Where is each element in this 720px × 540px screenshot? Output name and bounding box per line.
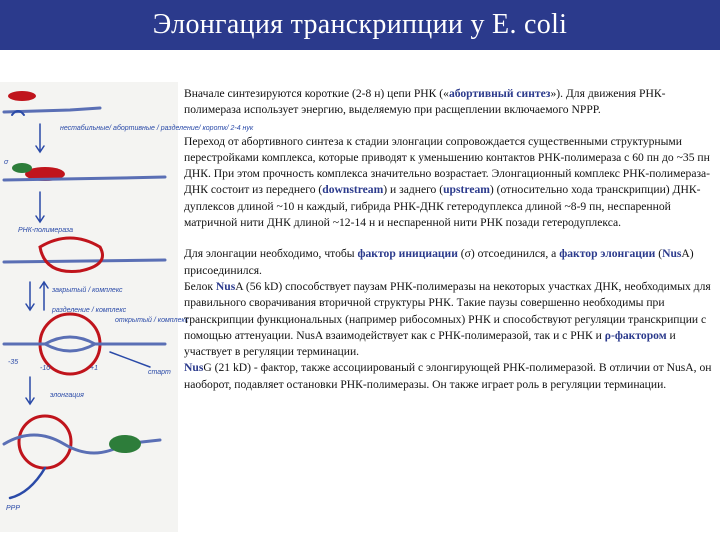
label-m35: -35 xyxy=(8,359,19,366)
label-p1: +1 xyxy=(90,365,98,372)
label-open: разделение / комплекс xyxy=(52,307,127,314)
label-start: старт xyxy=(148,369,171,376)
label-closed: закрытый / комплекс xyxy=(52,287,123,294)
body-text xyxy=(184,86,712,408)
paragraph-abortive: Вначале синтезируются короткие (2-8 н) цепи РНК («абортивный синтез»). Для движения РНК-полимераза использует энергию, выделяемую при расщеплении включаемого NPPP. xyxy=(184,87,666,117)
rnap-outline-3 xyxy=(40,238,103,272)
term-elongation-factor: фактор элонгации xyxy=(559,247,656,261)
arrow-start xyxy=(110,352,150,367)
hand-drawn-diagram xyxy=(0,82,254,532)
term-abortive-synthesis: абортивный синтез xyxy=(448,87,551,100)
arrow-3 xyxy=(26,282,48,310)
nusa-blob xyxy=(109,435,141,453)
slide-header xyxy=(0,0,720,50)
paragraph-transition: Переход от абортивного синтеза к стадии элонгации сопровождается существенными структурными перестройками комплекса, которые приводят к уменьшению контактов РНК-полимераза с 60 пн до ~35 пн ДНК. При этом прочность комплекса значительно возрастает. Элонгационный комплекс РНК-полимераза-ДНК состоит из переднего (downstream) и заднего (upstream) (относительно хода транскрипции) ДНК-дуплексов длиной ~10 н каждый, гибрида РНК-ДНК гетеродуплекса длиной ~8-9 пн, неспаренной матричной нити ДНК длиной ~12-14 н и неспаренной нити РНК позади гетеродуплекса. xyxy=(184,134,711,230)
dna-bubble xyxy=(4,337,165,351)
label-ppp: PPP xyxy=(6,505,21,512)
arrow-1 xyxy=(36,124,44,152)
label-rnap-top: РНК-полимераза xyxy=(18,227,74,234)
paragraph-elongation-factors: Для элонгации необходимо, чтобы фактор инициации (σ) отсоединился, а фактор элонгации (NusA) присоединился. Белок NusA (56 kD) способствует паузам РНК-полимеразы на некоторых участках ДНК, необходимых для правильного сворачивания вторичной структуры РНК. Такие паузы совершенно необходимы при транскрипции функциональных (например рибосомных) РНК и способствуют регуляции транскрипции с помощью аттенуации. NusA взаимодействует как с РНК-полимеразой, так и с РНК и ρ-фактором и участвует в регуляции терминации. NusG (21 kD) - фактор, также ассоциированый с элонгирующей РНК-полимеразой. В отличии от NusA, он наоборот, подавляет остановки РНК-полимеразы. Он также играет роль в регуляции терминации. xyxy=(184,247,712,391)
term-upstream: upstream xyxy=(443,183,490,197)
label-elong: элонгация xyxy=(50,392,84,399)
term-rho-factor: ρ-фактором xyxy=(604,328,667,342)
slide-title: Элонгация транскрипции у E. coli xyxy=(152,9,568,40)
dna-line-3 xyxy=(4,260,165,262)
arrow-2 xyxy=(36,192,44,222)
term-downstream: downstream xyxy=(322,183,384,197)
label-sigma: σ xyxy=(4,159,9,166)
transcription-sketch xyxy=(0,82,254,532)
label-abortive: нестабильные/ абортивные / разделение/ коротк/ 2-4 нук xyxy=(60,125,254,132)
sigma-blob xyxy=(12,163,32,173)
label-open2: открытый / комплекс xyxy=(115,317,189,324)
rna-tail xyxy=(10,468,45,498)
arrow-4 xyxy=(26,377,34,404)
label-m10: -10 xyxy=(40,365,51,372)
term-initiation-factor: фактор инициации xyxy=(357,247,458,261)
rnap-blob-1 xyxy=(8,91,36,101)
